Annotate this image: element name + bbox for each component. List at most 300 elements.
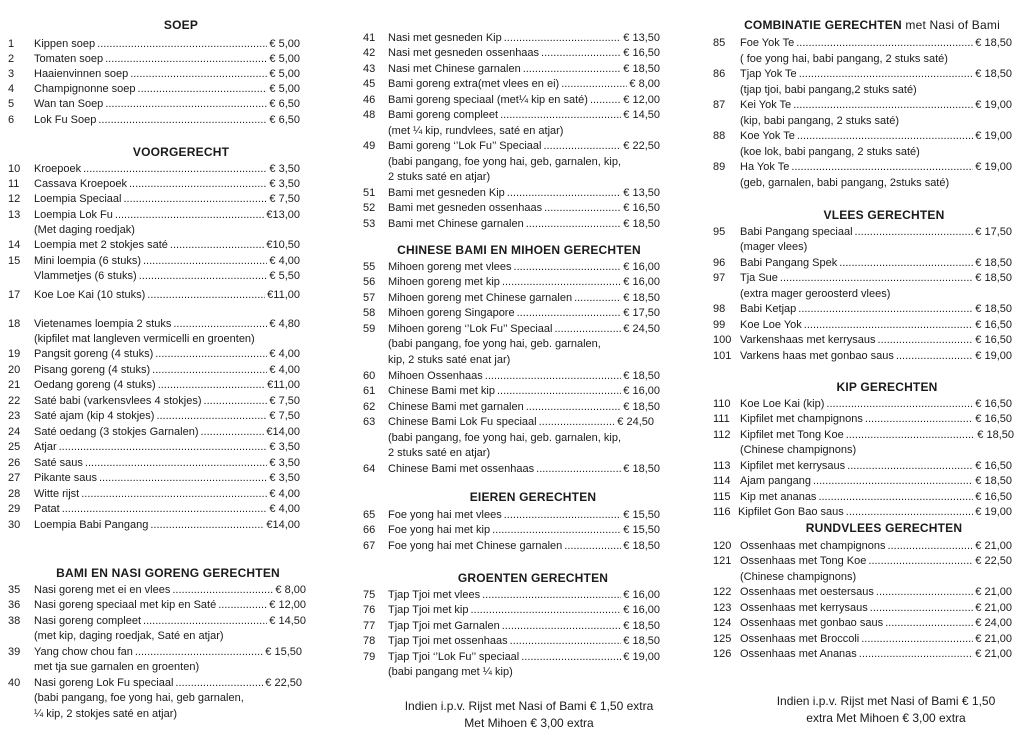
dot-leader: [818, 490, 973, 505]
item-number: 10: [8, 163, 21, 175]
item-name: Loempia Babi Pangang: [34, 519, 149, 531]
item-note: (Met daging roedjak): [34, 224, 135, 236]
item-number: 57: [363, 292, 376, 304]
item-line: [388, 508, 660, 523]
item-description: [0, 223, 320, 238]
item-number: 101: [713, 350, 732, 362]
item-price: € 19,00: [623, 651, 660, 663]
item-price: € 5,00: [269, 38, 300, 50]
menu-item: [706, 601, 1024, 616]
item-number: 125: [713, 633, 732, 645]
dot-leader: [791, 160, 973, 175]
menu-item: [0, 598, 320, 613]
item-name: Tja Sue: [740, 272, 778, 284]
item-line: [740, 616, 1012, 631]
menu-item: [0, 676, 320, 691]
menu-item: [0, 113, 320, 128]
section-heading: [744, 18, 1000, 32]
item-number: 11: [8, 178, 20, 190]
item-line: [740, 160, 1012, 175]
item-description: [706, 52, 1024, 67]
item-line: [740, 459, 1012, 474]
item-number: 45: [363, 78, 376, 90]
section-heading: [458, 571, 608, 585]
item-price: € 21,00: [975, 648, 1012, 660]
menu-item: [0, 347, 320, 362]
item-name: Pisang goreng (4 stuks): [34, 364, 151, 376]
item-price: € 5,00: [269, 53, 300, 65]
item-line: [388, 108, 660, 123]
item-line: [34, 113, 300, 128]
menu-item: [706, 349, 1024, 364]
dot-leader: [172, 583, 273, 598]
menu-item: [355, 31, 680, 46]
item-number: 100: [713, 334, 732, 346]
item-line: [34, 409, 300, 424]
menu-item: [355, 650, 680, 665]
section-heading: [470, 490, 597, 504]
item-price: € 18,50: [623, 463, 660, 475]
item-description: [0, 660, 320, 675]
dot-leader: [797, 129, 973, 144]
dot-leader: [555, 322, 622, 337]
menu-item: [0, 162, 320, 177]
item-description: [706, 176, 1024, 191]
item-number: 120: [713, 540, 732, 552]
section-heading: [823, 208, 944, 222]
menu-item: [0, 288, 320, 303]
item-name: Ha Yok Te: [740, 161, 790, 173]
item-line: [388, 31, 660, 46]
item-name: Nasi met gesneden ossenhaas: [388, 47, 540, 59]
item-line: [34, 52, 300, 67]
item-name: Chinese Bami met ossenhaas: [388, 463, 535, 475]
item-number: 85: [713, 37, 726, 49]
dot-leader: [888, 539, 974, 554]
dot-leader: [138, 82, 268, 97]
item-note: (met ¼ kip, rundvlees, saté en atjar): [388, 125, 564, 137]
item-price: € 4,80: [269, 318, 300, 330]
item-line: [388, 291, 660, 306]
item-name: Koe Loe Yok: [740, 319, 802, 331]
surcharge-note: [405, 698, 654, 732]
item-line: [34, 502, 300, 517]
item-name: Nasi met Chinese garnalen: [388, 63, 521, 75]
item-price: € 4,00: [269, 503, 300, 515]
item-line: [34, 162, 300, 177]
item-name: Bami met gesneden ossenhaas: [388, 202, 543, 214]
item-name: Lok Fu Soep: [34, 114, 97, 126]
item-name: Ossenhaas met gonbao saus: [740, 617, 884, 629]
item-number: 126: [713, 648, 732, 660]
item-number: 59: [363, 323, 376, 335]
item-note: (Chinese champignons): [740, 571, 857, 583]
item-price: € 16,00: [623, 276, 660, 288]
menu-item: [706, 585, 1024, 600]
item-line: [388, 588, 660, 603]
item-price: € 18,50: [977, 429, 1014, 441]
dot-leader: [173, 317, 267, 332]
menu-item: [706, 647, 1024, 662]
item-line: [740, 256, 1012, 271]
item-name: Koe Loe Kai (kip): [740, 398, 825, 410]
menu-item: [0, 208, 320, 223]
item-price: € 6,50: [269, 98, 300, 110]
item-name: Koe Yok Te: [740, 130, 795, 142]
dot-leader: [129, 177, 267, 192]
item-number: 96: [713, 257, 726, 269]
dot-leader: [865, 412, 973, 427]
item-line: [388, 201, 660, 216]
menu-item: [0, 502, 320, 517]
item-note: ¼ kip, 2 stokjes saté en atjar): [34, 708, 178, 720]
item-name: Koe Loe Kai (10 stuks): [34, 289, 146, 301]
item-number: 112: [713, 429, 731, 441]
item-name: Foe Yok Te: [740, 37, 795, 49]
dot-leader: [502, 619, 622, 634]
dot-leader: [504, 31, 622, 46]
item-name: Mihoen Ossenhaas: [388, 370, 483, 382]
item-name: Chinese Bami met garnalen: [388, 401, 524, 413]
dot-leader: [541, 46, 621, 61]
item-number: 38: [8, 615, 21, 627]
item-note: (babi pangang, foe yong hai, geb. garnalen, kip,: [388, 432, 622, 444]
item-number: 1: [8, 38, 15, 50]
item-line: [34, 37, 300, 52]
dot-leader: [492, 523, 621, 538]
menu-item: [355, 62, 680, 77]
item-note: (babi pangang, foe yong hai, geb garnalen,: [34, 692, 244, 704]
item-name: Kipfilet met Tong Koe: [740, 429, 844, 441]
item-number: 65: [363, 509, 376, 521]
item-line: [388, 93, 660, 108]
item-name: Cassava Kroepoek: [34, 178, 127, 190]
item-line: [34, 177, 300, 192]
item-price: € 16,50: [975, 460, 1012, 472]
item-price: € 18,50: [623, 620, 660, 632]
dot-leader: [201, 425, 265, 440]
dot-leader: [798, 302, 973, 317]
item-price: € 15,50: [623, 524, 660, 536]
item-number: 110: [713, 398, 731, 410]
item-number: 76: [363, 604, 376, 616]
item-number: 14: [8, 239, 21, 251]
item-description: [706, 145, 1024, 160]
section-title: VLEES GERECHTEN: [823, 208, 945, 222]
section-heading: [164, 18, 198, 32]
item-name: Ossenhaas met oestersaus: [740, 586, 874, 598]
menu-item: [0, 471, 320, 486]
item-number: 75: [363, 589, 376, 601]
item-price: € 5,50: [269, 270, 300, 282]
item-number: 20: [8, 364, 21, 376]
menu-item: [0, 409, 320, 424]
item-price: €14,00: [266, 426, 300, 438]
item-number: 35: [8, 584, 21, 596]
item-name: Bami goreng compleet: [388, 109, 499, 121]
dot-leader: [59, 440, 268, 455]
item-number: 56: [363, 276, 376, 288]
menu-item: [355, 46, 680, 61]
menu-item: [355, 306, 680, 321]
item-number: 30: [8, 519, 21, 531]
item-name: Vlammetjes (6 stuks): [34, 270, 137, 282]
item-price: € 18,50: [623, 218, 660, 230]
item-note: (Chinese champignons): [740, 444, 857, 456]
item-price: € 3,50: [269, 441, 300, 453]
menu-item: [0, 487, 320, 502]
dot-leader: [510, 634, 622, 649]
item-name: Kipfilet met kerrysaus: [740, 460, 846, 472]
item-note: (met kip, daging roedjak, Saté en atjar): [34, 630, 224, 642]
item-price: € 15,50: [265, 646, 302, 658]
dot-leader: [99, 471, 267, 486]
menu-item: [706, 397, 1024, 412]
item-line: [388, 186, 660, 201]
dot-leader: [497, 384, 621, 399]
dot-leader: [150, 518, 264, 533]
item-name: Bami goreng extra(met vlees en ei): [388, 78, 560, 90]
item-line: [34, 269, 300, 284]
item-name: Bami met Chinese garnalen: [388, 218, 524, 230]
surcharge-note: [777, 693, 996, 727]
item-price: € 4,00: [269, 255, 300, 267]
dot-leader: [514, 260, 622, 275]
section-heading: [133, 145, 229, 159]
item-line: [388, 400, 660, 415]
item-line: [388, 634, 660, 649]
menu-item: [706, 490, 1024, 505]
item-price: € 18,50: [975, 257, 1012, 269]
surcharge-note-line2: extra Met Mihoen € 3,00 extra: [806, 711, 966, 725]
item-note: met tja sue garnalen en groenten): [34, 661, 200, 673]
menu-item: [355, 588, 680, 603]
item-description: [355, 446, 680, 461]
dot-leader: [826, 397, 973, 412]
item-line: [388, 139, 660, 154]
item-description: [706, 570, 1024, 585]
menu-item: [0, 52, 320, 67]
dot-leader: [115, 208, 264, 223]
item-number: 95: [713, 226, 726, 238]
menu-item: [355, 603, 680, 618]
item-name: Saté babi (varkensvlees 4 stokjes): [34, 395, 202, 407]
section-heading: [397, 243, 641, 257]
dot-leader: [147, 288, 265, 303]
item-name: Ossenhaas met Broccoli: [740, 633, 860, 645]
menu-item: [355, 384, 680, 399]
dot-leader: [170, 238, 264, 253]
item-price: €10,50: [266, 239, 300, 251]
section-title: SOEP: [163, 18, 199, 32]
item-line: [388, 260, 660, 275]
menu-item: [355, 322, 680, 337]
menu-item: [706, 271, 1024, 286]
menu-item: [706, 474, 1024, 489]
item-name: Bami goreng ‘’Lok Fu’’ Speciaal: [388, 140, 542, 152]
item-price: € 16,00: [623, 261, 660, 273]
item-name: Mihoen goreng ‘’Lok Fu’’ Speciaal: [388, 323, 553, 335]
dot-leader: [98, 113, 267, 128]
item-number: 58: [363, 307, 376, 319]
dot-leader: [847, 459, 973, 474]
dot-leader: [839, 256, 973, 271]
item-number: 97: [713, 272, 726, 284]
item-name: Varkens haas met gonbao saus: [740, 350, 894, 362]
item-line: [740, 349, 1012, 364]
item-price: € 7,50: [269, 395, 300, 407]
item-number: 124: [713, 617, 732, 629]
dot-leader: [813, 474, 973, 489]
item-note: (kip, babi pangang, 2 stuks saté): [740, 115, 899, 127]
dot-leader: [218, 598, 267, 613]
item-note: kip, 2 stuks saté enat jar): [388, 354, 511, 366]
item-description: [0, 332, 320, 347]
item-line: [388, 322, 660, 337]
item-name: Atjar: [34, 441, 57, 453]
item-number: 6: [8, 114, 15, 126]
item-line: [738, 505, 1012, 520]
item-name: Tjap Tjoi met ossenhaas: [388, 635, 508, 647]
item-number: 67: [363, 540, 376, 552]
item-line: [740, 98, 1012, 113]
item-name: Babi Ketjap: [740, 303, 797, 315]
item-name: Witte rijst: [34, 488, 80, 500]
item-price: € 14,50: [623, 109, 660, 121]
item-price: € 16,50: [623, 47, 660, 59]
menu-item: [0, 583, 320, 598]
item-price: € 5,00: [269, 83, 300, 95]
item-number: 89: [713, 161, 726, 173]
item-line: [34, 347, 300, 362]
item-name: Saté ajam (kip 4 stokjes): [34, 410, 155, 422]
dot-leader: [502, 275, 621, 290]
item-line: [740, 302, 1012, 317]
item-line: [34, 208, 300, 223]
item-price: € 16,50: [623, 202, 660, 214]
dot-leader: [855, 225, 974, 240]
dot-leader: [780, 271, 973, 286]
item-line: [34, 598, 306, 613]
item-line: [388, 650, 660, 665]
dot-leader: [846, 505, 974, 520]
item-number: 26: [8, 457, 21, 469]
menu-item: [355, 139, 680, 154]
item-number: 79: [363, 651, 376, 663]
item-description: [706, 443, 1024, 458]
item-line: [34, 317, 300, 332]
item-note: (extra mager geroosterd vlees): [740, 288, 891, 300]
dot-leader: [896, 349, 973, 364]
dot-leader: [846, 428, 976, 443]
item-number: 41: [363, 32, 376, 44]
item-note: (tjap tjoi, babi pangang,2 stuks saté): [740, 84, 917, 96]
dot-leader: [543, 139, 621, 154]
item-number: 123: [713, 602, 732, 614]
item-note: 2 stuks saté en atjar): [388, 171, 491, 183]
item-line: [34, 425, 300, 440]
item-name: Bami goreng speciaal (met¼ kip en saté): [388, 94, 588, 106]
item-price: € 8,00: [275, 584, 306, 596]
item-price: € 18,50: [623, 292, 660, 304]
menu-item: [355, 369, 680, 384]
item-description: [355, 337, 680, 352]
item-name: Saté saus: [34, 457, 83, 469]
item-name: Chinese Bami Lok Fu speciaal: [388, 416, 537, 428]
item-price: € 21,00: [975, 602, 1012, 614]
item-name: Saté oedang (3 stokjes Garnalen): [34, 426, 199, 438]
item-line: [388, 415, 654, 430]
dot-leader: [175, 676, 263, 691]
menu-item: [706, 616, 1024, 631]
menu-item: [0, 518, 320, 533]
item-number: 2: [8, 53, 15, 65]
item-line: [740, 490, 1012, 505]
menu-item: [0, 456, 320, 471]
item-name: Haaienvinnen soep: [34, 68, 129, 80]
item-line: [740, 554, 1012, 569]
item-line: [34, 645, 302, 660]
menu-item: [0, 97, 320, 112]
item-price: € 21,00: [975, 586, 1012, 598]
dot-leader: [204, 394, 268, 409]
menu-item: [0, 317, 320, 332]
item-price: € 16,00: [623, 589, 660, 601]
item-price: € 6,50: [269, 114, 300, 126]
dot-leader: [804, 318, 974, 333]
menu-item: [706, 36, 1024, 51]
item-line: [740, 585, 1012, 600]
item-line: [740, 397, 1012, 412]
menu-item: [0, 645, 320, 660]
item-name: Nasi goreng Lok Fu speciaal: [34, 677, 174, 689]
item-number: 111: [713, 413, 730, 425]
item-number: 87: [713, 99, 726, 111]
dot-leader: [143, 254, 267, 269]
item-price: €14,00: [266, 519, 300, 531]
item-number: 24: [8, 426, 21, 438]
item-line: [388, 603, 660, 618]
item-number: 60: [363, 370, 376, 382]
menu-item: [355, 93, 680, 108]
item-description: [355, 431, 680, 446]
item-line: [740, 601, 1012, 616]
dot-leader: [539, 415, 616, 430]
item-line: [34, 67, 300, 82]
menu-item: [706, 459, 1024, 474]
item-number: 39: [8, 646, 21, 658]
item-name: Varkenshaas met kerrysaus: [740, 334, 876, 346]
item-name: Kippen soep: [34, 38, 96, 50]
item-name: Loempia met 2 stokjes saté: [34, 239, 168, 251]
item-name: Ajam pangang: [740, 475, 811, 487]
surcharge-note-line1: Indien i.p.v. Rijst met Nasi of Bami € 1,50: [776, 694, 996, 708]
item-line: [34, 288, 300, 303]
menu-item: [0, 378, 320, 393]
section-title: GROENTEN GERECHTEN: [457, 571, 609, 585]
item-name: Vietenames loempia 2 stuks: [34, 318, 172, 330]
item-name: Tjap Tjoi met kip: [388, 604, 469, 616]
item-number: 19: [8, 348, 21, 360]
dot-leader: [876, 585, 973, 600]
item-line: [740, 474, 1012, 489]
item-description: [355, 665, 680, 680]
dot-leader: [158, 378, 265, 393]
item-number: 25: [8, 441, 21, 453]
item-number: 28: [8, 488, 21, 500]
menu-item: [355, 508, 680, 523]
item-name: Foe yong hai met vlees: [388, 509, 502, 521]
